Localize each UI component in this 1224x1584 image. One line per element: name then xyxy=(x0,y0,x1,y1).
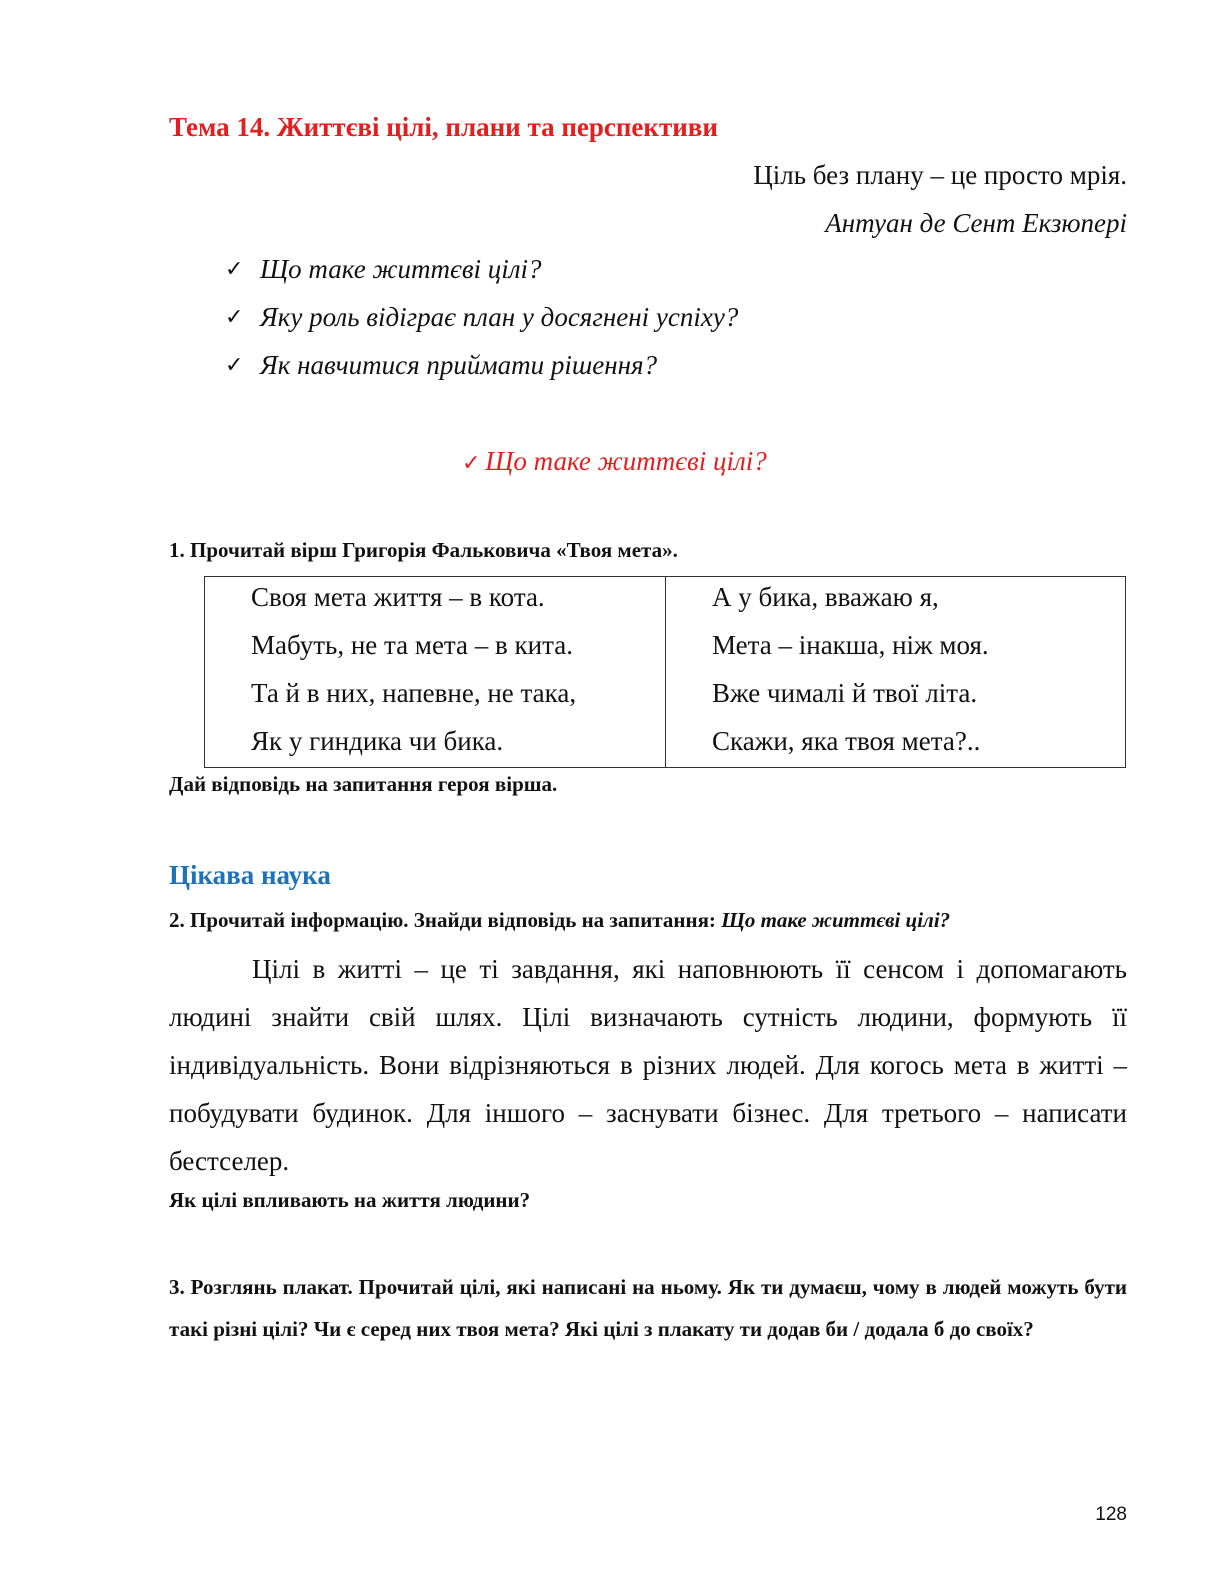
topic-question-text: Яку роль відіграє план у досягнені успіху? xyxy=(260,302,739,332)
task-1-followup: Дай відповідь на запитання героя вірша. xyxy=(169,772,558,796)
topic-question-text: Як навчитися приймати рішення? xyxy=(260,350,658,380)
task-1-instruction: 1. Прочитай вірш Григорія Фальковича «Твоя мета». xyxy=(169,538,678,562)
task-2-instruction-question: Що таке життєві цілі? xyxy=(721,908,951,932)
task-3-instruction: 3. Розглянь плакат. Прочитай цілі, які написані на ньому. Як ти думаєш, чому в людей можуть бути такі різні цілі? Чи є серед них твоя мета? Які цілі з плакату ти додав би / додала б до своїх? xyxy=(169,1275,1127,1341)
check-icon: ✓ xyxy=(462,451,481,476)
task-2-instruction xyxy=(169,908,950,933)
topic-question xyxy=(225,302,738,350)
poem-column-left xyxy=(205,577,665,767)
poem-line: Своя мета життя – в кота. xyxy=(251,582,545,612)
topic-question xyxy=(225,350,738,398)
topic-questions-list xyxy=(225,254,738,398)
topic-question xyxy=(225,254,738,302)
check-icon: ✓ xyxy=(225,257,244,282)
task-2-instruction-text: 2. Прочитай інформацію. Знайди відповідь на запитання: xyxy=(169,908,722,932)
epigraph-quote: Ціль без плану – це просто мрія. xyxy=(753,160,1127,190)
poem-line: А у бика, вважаю я, xyxy=(712,582,939,612)
poem-line: Та й в них, напевне, не така, xyxy=(251,678,577,708)
epigraph-author: Антуан де Сент Екзюпері xyxy=(825,208,1127,238)
info-paragraph-text: Цілі в житті – це ті завдання, які наповнюють її сенсом і допомагають людині знайти свій шлях. Цілі визначають сутність людини, формують її індивідуальність. Вони відрізняються в різних людей. Для когось мета в житті – побудувати будинок. Для іншого – заснувати бізнес. Для третього – написати бестселер. xyxy=(169,954,1127,1176)
topic-question-text: Що таке життєві цілі? xyxy=(260,254,542,284)
poem-line: Вже чималі й твої літа. xyxy=(712,678,978,708)
page-number: 128 xyxy=(1095,1504,1127,1525)
check-icon: ✓ xyxy=(225,305,244,330)
section-question xyxy=(0,446,1224,477)
poem-column-right xyxy=(665,577,1125,767)
poem-line: Скажи, яка твоя мета?.. xyxy=(712,726,981,756)
section-question-text: Що таке життєві цілі? xyxy=(485,446,767,476)
info-paragraph xyxy=(169,945,1127,1185)
section-subheading: Цікава наука xyxy=(169,860,331,890)
poem-table xyxy=(204,576,1126,768)
task-2-followup: Як цілі впливають на життя людини? xyxy=(169,1188,531,1212)
poem-line: Як у гиндика чи бика. xyxy=(251,726,504,756)
topic-title: Тема 14. Життєві цілі, плани та перспективи xyxy=(169,112,718,142)
poem-line: Мабуть, не та мета – в кита. xyxy=(251,630,573,660)
poem-line: Мета – інакша, ніж моя. xyxy=(712,630,989,660)
check-icon: ✓ xyxy=(225,353,244,378)
